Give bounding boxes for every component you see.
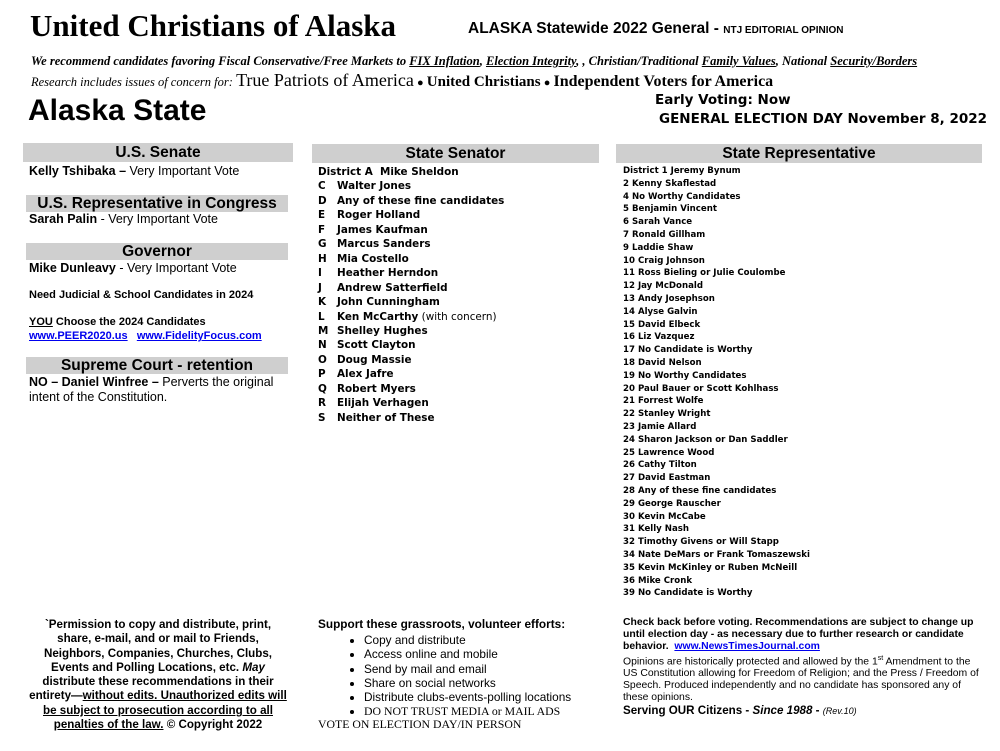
permission-text-b: distribute these recommendations in their entirety— — [29, 675, 274, 703]
senator-row — [318, 208, 504, 222]
representative-row: 23 Jamie Allard — [623, 421, 697, 432]
representative-row: 15 David Elbeck — [623, 319, 701, 330]
support-item: • Share on social networks — [364, 676, 608, 690]
representative-row: 20 Paul Bauer or Scott Kohlhass — [623, 383, 779, 394]
research-org-3: Independent Voters for America — [553, 73, 774, 90]
representative-row: 21 Forrest Wolfe — [623, 396, 704, 407]
research-line — [31, 70, 773, 91]
bullet-2: ● — [543, 77, 551, 89]
state-senator-list — [318, 165, 504, 425]
serving-since: Since 1988 — [752, 704, 813, 717]
senator-row — [318, 223, 504, 237]
state-representative-list — [623, 165, 810, 600]
representative-row: 29 George Rauscher — [623, 498, 721, 509]
senator-row — [318, 295, 504, 309]
recommend-line — [31, 54, 971, 69]
supreme-court-entry — [29, 375, 291, 404]
recommend-lead: We recommend candidates favoring Fiscal Conservative/Free Markets to — [31, 54, 407, 68]
senator-candidate: James Kaufman — [337, 223, 428, 236]
bullet-1: ● — [417, 77, 424, 89]
senator-candidate: Robert Myers — [337, 382, 416, 395]
senator-row — [318, 310, 504, 324]
governor-entry — [29, 261, 237, 275]
research-org-2: United Christians — [426, 74, 541, 90]
representative-row: 4 No Worthy Candidates — [623, 191, 741, 202]
senator-district: M — [318, 324, 329, 337]
us-rep-header: U.S. Representative in Congress — [26, 195, 288, 212]
senator-row — [318, 411, 504, 425]
senator-candidate: Shelley Hughes — [337, 324, 428, 337]
governor-header: Governor — [26, 243, 288, 260]
senator-district: K — [318, 296, 327, 309]
senator-row — [318, 179, 504, 193]
recommend-sep2: , , Christian/Traditional — [576, 54, 702, 68]
support-item: • Send by mail and email — [364, 662, 608, 676]
newstimesjournal-link[interactable]: www.NewsTimesJournal.com — [674, 640, 820, 652]
early-voting: Early Voting: Now — [655, 92, 791, 108]
fidelityfocus-link[interactable]: www.FidelityFocus.com — [136, 330, 262, 342]
senator-row — [318, 396, 504, 410]
you-emphasis: YOU — [29, 316, 53, 328]
senator-district: I — [318, 267, 322, 280]
representative-row: 25 Lawrence Wood — [623, 447, 715, 458]
recommend-family-values: Family Values — [701, 54, 776, 68]
senator-district: Q — [318, 382, 327, 395]
support-item-media-warning: • DO NOT TRUST MEDIA or MAIL ADS — [364, 704, 608, 718]
representative-row: 11 Ross Bieling or Julie Coulombe — [623, 268, 786, 279]
senator-candidate: Doug Massie — [337, 353, 412, 366]
governor-note: - Very Important Vote — [115, 261, 237, 275]
permission-warning: without edits. Unauthorized edits will be subject to prosecution according to all penalties of the law. — [43, 689, 287, 732]
senator-row — [318, 367, 504, 381]
senator-row — [318, 237, 504, 251]
senator-district: C — [318, 180, 326, 193]
permission-notice — [28, 618, 288, 732]
check-back-text: Check back before voting. Recommendations are subject to change up until election day - as necessary due to further research or candidate behavior. — [623, 617, 974, 652]
senator-row — [318, 281, 504, 295]
permission-may: May — [242, 660, 265, 674]
opinion-sup: st — [877, 654, 884, 662]
representative-row: 30 Kevin McCabe — [623, 511, 706, 522]
senator-candidate: Heather Herndon — [337, 267, 439, 280]
senator-candidate: Walter Jones — [337, 180, 412, 193]
supreme-court-header: Supreme Court - retention — [26, 357, 288, 374]
representative-row: 9 Laddie Shaw — [623, 242, 694, 253]
senator-district: F — [318, 223, 326, 236]
representative-row: 24 Sharon Jackson or Dan Saddler — [623, 434, 788, 445]
governor-candidate: Mike Dunleavy — [29, 261, 116, 275]
senator-note: (with concern) — [418, 310, 497, 323]
recommend-election-integrity: Election Integrity — [485, 54, 577, 68]
state-heading: Alaska State — [28, 94, 207, 127]
representative-row: 18 David Nelson — [623, 357, 702, 368]
us-rep-candidate: Sarah Palin — [29, 212, 98, 226]
us-rep-entry — [29, 212, 218, 226]
senator-candidate: Neither of These — [337, 411, 435, 424]
representative-row: 16 Liz Vazquez — [623, 332, 695, 343]
support-item: • Access online and mobile — [364, 647, 608, 661]
senator-district: S — [318, 411, 326, 424]
representative-row: 2 Kenny Skaflestad — [623, 178, 717, 189]
state-senator-header: State Senator — [312, 144, 599, 163]
copyright: © Copyright 2022 — [163, 718, 263, 732]
choose-text: Choose the 2024 Candidates — [52, 316, 206, 328]
representative-row: 32 Timothy Givens or Will Stapp — [623, 537, 779, 548]
representative-row: 5 Benjamin Vincent — [623, 204, 717, 215]
election-subheading — [468, 20, 843, 38]
representative-row: 39 No Candidate is Worthy — [623, 588, 753, 599]
representative-row: 27 David Eastman — [623, 473, 711, 484]
senator-district: O — [318, 353, 327, 366]
check-back-notice — [623, 617, 983, 704]
representative-row: 12 Jay McDonald — [623, 281, 703, 292]
representative-row: 26 Cathy Tilton — [623, 460, 697, 471]
representative-row: 19 No Worthy Candidates — [623, 370, 747, 381]
senator-district: P — [318, 368, 326, 381]
senator-row — [318, 353, 504, 367]
serving-text: Serving OUR Citizens - — [623, 704, 753, 717]
senator-row — [318, 252, 504, 266]
senator-district: N — [318, 339, 327, 352]
senator-district: R — [318, 397, 327, 410]
representative-row: 28 Any of these fine candidates — [623, 485, 777, 496]
permission-text-a: `Permission to copy and distribute, print, share, e-mail, and or mail to Friends, Neighbors, Companies, Churches, Clubs, Events and Polling Locations, etc. — [43, 618, 273, 674]
senator-district: J — [318, 281, 322, 294]
serving-line — [623, 704, 857, 717]
judicial-note: Need Judicial & School Candidates in 2024 — [29, 289, 254, 301]
representative-row: 7 Ronald Gillham — [623, 229, 706, 240]
us-senate-note: Very Important Vote — [126, 164, 240, 178]
us-rep-note: - Very Important Vote — [97, 212, 218, 226]
senator-candidate: Andrew Satterfield — [337, 281, 448, 294]
senator-district: E — [318, 209, 326, 222]
vote-on-election-day: VOTE ON ELECTION DAY/IN PERSON — [318, 717, 522, 731]
us-senate-candidate: Kelly Tshibaka – — [29, 164, 127, 178]
senator-candidate: Roger Holland — [337, 209, 421, 222]
support-item: • Copy and distribute — [364, 633, 608, 647]
senator-candidate: Elijah Verhagen — [337, 397, 429, 410]
representative-row: 31 Kelly Nash — [623, 524, 689, 535]
representative-row: 22 Stanley Wright — [623, 409, 711, 420]
recommend-sep1: , — [479, 54, 486, 68]
choose-line — [29, 316, 206, 328]
subheading-small: NTJ EDITORIAL OPINION — [723, 25, 844, 36]
senator-candidate: John Cunningham — [337, 296, 440, 309]
senator-candidate: Any of these fine candidates — [337, 194, 505, 207]
recommend-fix-inflation: FIX Inflation — [409, 54, 480, 68]
senator-candidate: Ken McCarthy — [337, 310, 419, 323]
revision: (Rev.10) — [822, 706, 857, 716]
supreme-court-note: Perverts the original intent of the Constitution. — [29, 375, 274, 404]
us-senate-header: U.S. Senate — [23, 143, 293, 162]
research-lead: Research includes issues of concern for: — [31, 75, 233, 89]
subheading-main: ALASKA Statewide 2022 General - — [468, 20, 719, 37]
general-election-day: GENERAL ELECTION DAY November 8, 2022 — [659, 111, 988, 127]
representative-row: District 1 Jeremy Bynum — [623, 166, 741, 176]
recommend-security-borders: Security/Borders — [830, 54, 918, 68]
senator-row — [318, 324, 504, 338]
senator-district: G — [318, 238, 327, 251]
supreme-court-candidate: NO – Daniel Winfree – — [29, 375, 159, 389]
senator-row — [318, 338, 504, 352]
support-item: • Distribute clubs-events-polling locations — [364, 690, 608, 704]
peer2020-link[interactable]: www.PEER2020.us — [29, 330, 128, 342]
senator-district: District A — [318, 166, 373, 178]
research-org-1: True Patriots of America — [236, 70, 414, 90]
us-senate-entry — [29, 164, 239, 178]
recommend-sep3: , National — [775, 54, 831, 68]
senator-district: L — [318, 310, 325, 323]
senator-candidate: Alex Jafre — [337, 368, 394, 381]
senator-candidate: Scott Clayton — [337, 339, 416, 352]
support-section — [318, 617, 608, 719]
representative-row: 36 Mike Cronk — [623, 575, 693, 586]
senator-candidate: Mike Sheldon — [380, 166, 459, 178]
senator-row — [318, 165, 504, 179]
representative-row: 17 No Candidate is Worthy — [623, 345, 753, 356]
senator-candidate: Marcus Sanders — [337, 238, 431, 251]
senator-row — [318, 266, 504, 280]
serving-sep: - — [812, 704, 823, 717]
representative-row: 13 Andy Josephson — [623, 293, 715, 304]
opinion-text-a: Opinions are historically protected and allowed by the 1 — [623, 656, 878, 668]
senator-candidate: Mia Costello — [337, 252, 409, 265]
senator-district: D — [318, 194, 327, 207]
representative-row: 34 Nate DeMars or Frank Tomaszewski — [623, 549, 810, 560]
representative-row: 6 Sarah Vance — [623, 217, 693, 228]
opinion-text-b: Amendment to the US Constitution allowing for Freedom of Religion; and the Press / Freedom of Speech. Produced independently and no candidate has sponsored any of these opinions. — [623, 656, 979, 703]
representative-row: 35 Kevin McKinley or Ruben McNeill — [623, 562, 798, 573]
support-list — [318, 633, 608, 719]
page-title: United Christians of Alaska — [30, 8, 397, 43]
links-line — [29, 330, 262, 342]
senator-row — [318, 194, 504, 208]
senator-district: H — [318, 252, 327, 265]
support-title: Support these grassroots, volunteer efforts: — [318, 617, 566, 631]
senator-row — [318, 382, 504, 396]
representative-row: 14 Alyse Galvin — [623, 306, 698, 317]
representative-row: 10 Craig Johnson — [623, 255, 705, 266]
state-representative-header: State Representative — [616, 144, 982, 163]
